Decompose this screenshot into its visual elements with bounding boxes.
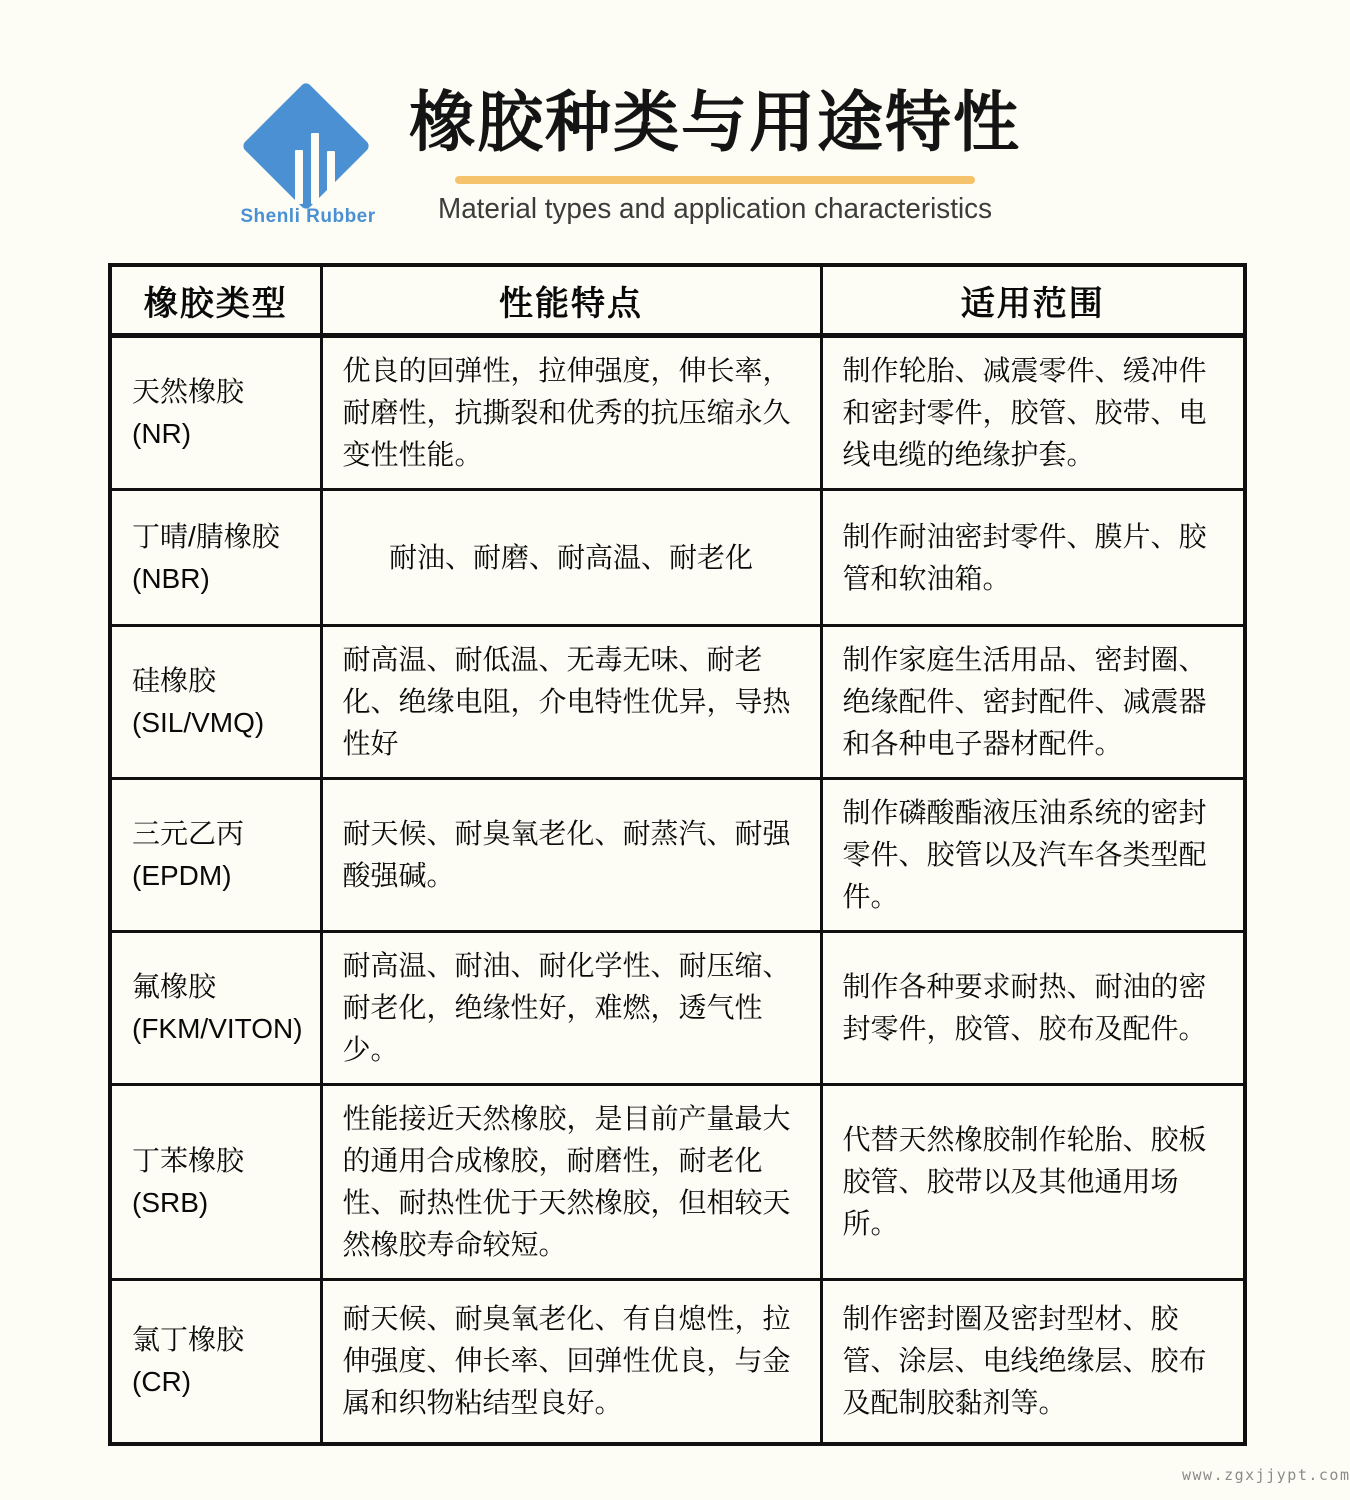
table-row [110,1085,1245,1280]
page-title: 橡胶种类与用途特性 [409,85,1021,159]
rubber-types-table [108,263,1247,1446]
cell-applications: 代替天然橡胶制作轮胎、胶板胶管、胶带以及其他通用场所。 [821,1085,1245,1280]
table-row [110,490,1245,626]
table-row [110,1280,1245,1444]
cell-features: 优良的回弹性，拉伸强度，伸长率，耐磨性，抗撕裂和优秀的抗压缩永久变性性能。 [321,336,821,490]
watermark: www.zgxjjypt.com [1182,1466,1350,1484]
cell-features: 耐天候、耐臭氧老化、耐蒸汽、耐强酸强碱。 [321,779,821,932]
cell-rubber-type [110,932,321,1085]
rubber-type-name: 丁苯橡胶 [132,1145,245,1176]
cell-features: 耐油、耐磨、耐高温、耐老化 [321,490,821,626]
rubber-type-name: 三元乙丙 [132,818,245,849]
rubber-type-code: (NBR) [132,562,210,594]
column-header-applications: 适用范围 [821,265,1245,336]
cell-features: 耐高温、耐低温、无毒无味、耐老化、绝缘电阻，介电特性优异，导热性好 [321,626,821,779]
table-row [110,626,1245,779]
table-row [110,779,1245,932]
column-header-features: 性能特点 [321,265,821,336]
rubber-type-code: (CR) [132,1366,192,1398]
cell-rubber-type [110,1280,321,1444]
cell-rubber-type [110,490,321,626]
rubber-type-code: (FKM/VITON) [132,1013,303,1044]
page-subtitle: Material types and application characteristics [438,193,992,225]
cell-applications: 制作家庭生活用品、密封圈、绝缘配件、密封配件、减震器和各种电子器材配件。 [821,626,1245,779]
cell-applications: 制作密封圈及密封型材、胶管、涂层、电线绝缘层、胶布及配制胶黏剂等。 [821,1280,1245,1444]
cell-applications: 制作轮胎、减震零件、缓冲件和密封零件，胶管、胶带、电线电缆的绝缘护套。 [821,336,1245,490]
cell-features: 耐高温、耐油、耐化学性、耐压缩、耐老化，绝缘性好，难燃，透气性少。 [321,932,821,1085]
cell-rubber-type [110,336,321,490]
cell-rubber-type [110,779,321,932]
cell-applications: 制作磷酸酯液压油系统的密封零件、胶管以及汽车各类型配件。 [821,779,1245,932]
table-row [110,336,1245,490]
cell-features: 性能接近天然橡胶，是目前产量最大的通用合成橡胶，耐磨性，耐老化性、耐热性优于天然橡胶，但相较天然橡胶寿命较短。 [321,1085,821,1280]
cell-rubber-type [110,1085,321,1280]
rubber-type-code: (NR) [132,418,192,449]
title-underline-divider [455,176,975,184]
cell-rubber-type [110,626,321,779]
table-header-row [110,265,1245,336]
cell-applications: 制作各种要求耐热、耐油的密封零件，胶管、胶布及配件。 [821,932,1245,1085]
brand-name: Shenli Rubber [240,206,376,227]
title-block [400,74,1030,226]
cell-applications: 制作耐油密封零件、膜片、胶管和软油箱。 [821,490,1245,626]
bar-chart-icon-bar [295,150,303,204]
bar-chart-icon-bar [327,151,335,201]
rubber-type-name: 硅橡胶 [132,665,217,696]
rubber-type-code: (EPDM) [132,860,232,891]
cell-features: 耐天候、耐臭氧老化、有自熄性，拉伸强度、伸长率、回弹性优良，与金属和织物粘结型良好。 [321,1280,821,1444]
rubber-type-name: 氯丁橡胶 [132,1324,245,1356]
bar-chart-icon-bar [311,133,319,204]
company-logo [238,84,378,236]
rubber-type-name: 丁晴/腈橡胶 [132,520,280,552]
rubber-type-code: (SRB) [132,1187,209,1218]
rubber-type-name: 氟橡胶 [132,971,217,1002]
rubber-type-code: (SIL/VMQ) [132,707,265,738]
column-header-rubber-type: 橡胶类型 [110,265,321,336]
table-row [110,932,1245,1085]
rubber-type-name: 天然橡胶 [132,376,245,407]
